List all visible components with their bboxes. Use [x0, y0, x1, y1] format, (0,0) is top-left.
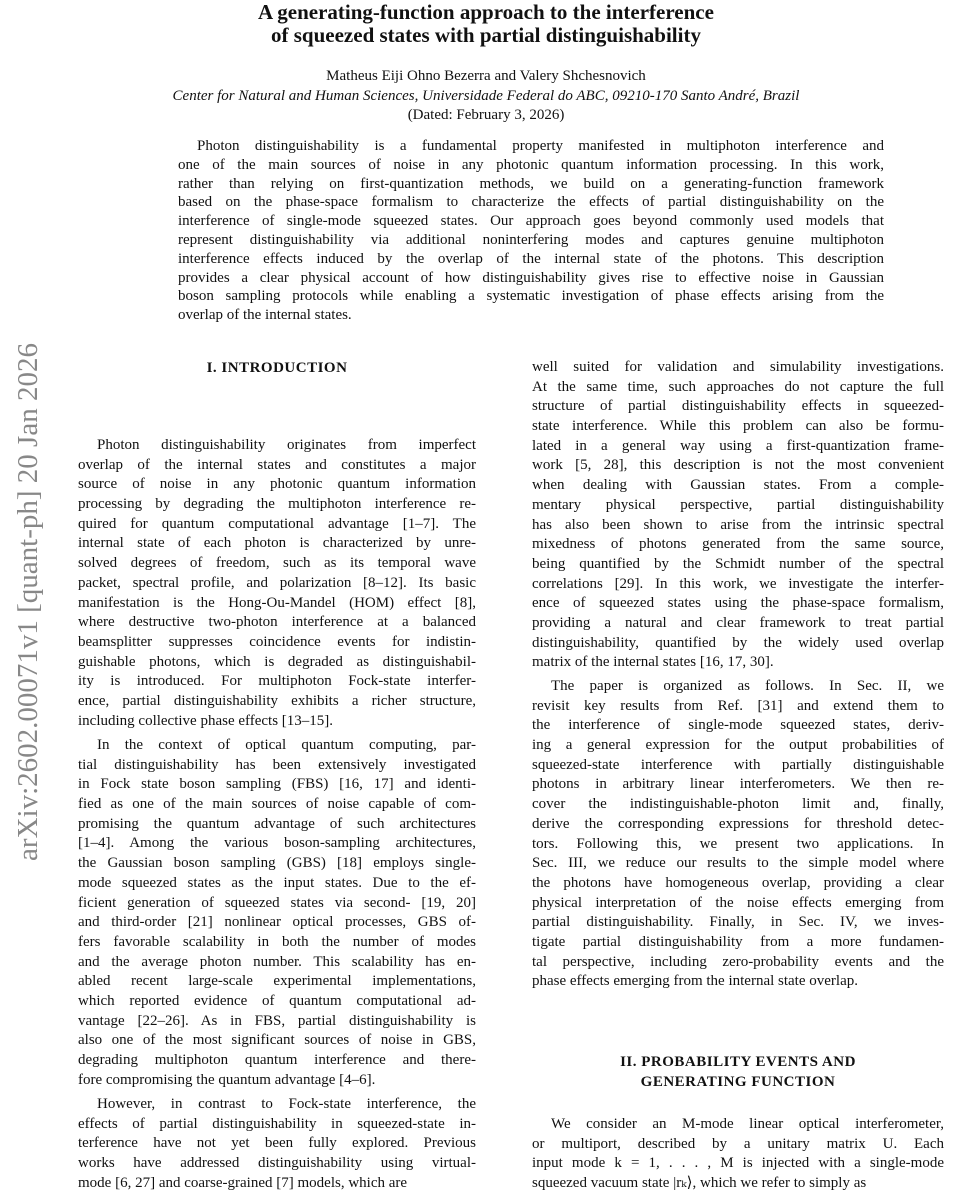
text-line: mode squeezed states as the input states. Due to the ef- [78, 874, 476, 891]
text-line: works have addressed distinguishability using virtual- [78, 1155, 476, 1172]
text-line: degrading multiphoton quantum interference and there- [78, 1052, 476, 1068]
text-line: ence of squeezed states using the phase-space formalism, [532, 595, 944, 612]
text-line: fore compromising the quantum advantage [4–6]. [78, 1071, 376, 1088]
text-line: the photons have homogeneous overlap, providing a clear [532, 874, 944, 891]
paragraph [532, 358, 944, 673]
text-line: ing a general expression for the output probabilities of [532, 737, 944, 754]
text-line: in Fock state boson sampling (FBS) [16, 17] and identi- [78, 776, 476, 793]
paragraph [78, 736, 476, 1090]
text-line: source of noise in any photonic quantum information [78, 476, 476, 493]
date: (Dated: February 3, 2026) [407, 107, 565, 123]
text-line: tigate partial distinguishability from a more fundamen- [532, 933, 944, 950]
text-line: photons in arbitrary linear interferometers. We then re- [532, 776, 944, 793]
text-line: At the same time, such approaches do not capture the full [532, 378, 944, 395]
text-line: guishable photons, which is degraded as distinguishabil- [78, 653, 476, 670]
text-line: provides a clear physical account of how distinguishability gives rise to effective noise in Gaussian [178, 269, 884, 286]
text-line: Photon distinguishability originates from imperfect [97, 437, 476, 453]
text-line: In the context of optical quantum computing, par- [97, 737, 476, 753]
paragraph [532, 677, 944, 992]
text-line: fied as one of the main sources of noise capable of com- [78, 796, 476, 813]
heading-line: GENERATING FUNCTION [640, 1073, 836, 1090]
text-line: derive the corresponding expressions for threshold detec- [532, 815, 944, 832]
text-line: interference of single-mode squeezed states. Our approach goes beyond commonly used models that [178, 213, 884, 230]
text-line: one of the main sources of noise in any photonic quantum information processing. In this work, [178, 156, 884, 173]
text-line: input mode k = 1, . . . , M is injected with a single-mode [532, 1155, 944, 1172]
text-line: providing a natural and clear framework to treat partial [532, 614, 944, 631]
text-line: or multiport, described by a unitary matrix U. Each [532, 1135, 944, 1152]
text-line: and the average photon number. This scalability has en- [78, 953, 476, 970]
text-line: represent distinguishability via additional noninterfering modes and captures genuine multiphoton [178, 231, 884, 248]
text-line: The paper is organized as follows. In Sec. II, we [551, 678, 944, 694]
text-line: fers favorable scalability in both the number of modes [78, 933, 476, 950]
text-line: lated in a general way using a first-quantization frame- [532, 437, 944, 454]
text-line: also one of the most significant sources of noise in GBS, [78, 1032, 476, 1049]
text-line: abled recent large-scale experimental implementations, [78, 973, 476, 990]
text-line: packet, spectral profile, and polarization [8–12]. Its basic [78, 574, 476, 591]
arxiv-identifier: arXiv:2602.00071v1 [quant-ph] 20 Jan 2026 [12, 343, 44, 861]
text-line: physical interpretation of the noise effects emerging from [532, 894, 944, 911]
text-line: correlations [29]. In this work, we investigate the interfer- [532, 575, 944, 592]
paragraph [78, 1095, 476, 1193]
paragraph [78, 436, 476, 731]
text-line: matrix of the internal states [16, 17, 30]. [532, 654, 774, 671]
heading-line: II. PROBABILITY EVENTS AND [620, 1054, 856, 1070]
text-line: well suited for validation and simulability investigations. [532, 359, 944, 375]
text-line: work [5, 28], this description is not the most convenient [532, 457, 944, 474]
section-heading-probability-events [532, 1053, 944, 1092]
text-line: beamsplitter suppresses coincidence events for indistin- [78, 633, 476, 650]
text-line: the Gaussian boson sampling (GBS) [18] employs single- [78, 855, 476, 872]
text-line: processing by degrading the multiphoton interference re- [78, 496, 476, 513]
text-line: ficient generation of squeezed states via second- [19, 20] [78, 894, 476, 911]
text-line: mixedness of photons generated from the same source, [532, 536, 944, 553]
abstract [178, 137, 884, 325]
text-line: squeezed-state interference with partially distinguishable [532, 756, 944, 773]
text-line: We consider an M-mode linear optical interferometer, [551, 1116, 944, 1132]
text-line: overlap of the internal states and constitutes a major [78, 456, 476, 473]
paragraph [532, 1115, 944, 1194]
text-line: state interference. While this problem can also be formu- [532, 418, 944, 435]
title-line: A generating-function approach to the interference [258, 0, 714, 24]
text-line: squeezed vacuum state |rₖ⟩, which we refer to simply as [532, 1175, 867, 1192]
text-line: [1–4]. Among the various boson-sampling architectures, [78, 835, 476, 852]
text-line: quired for quantum computational advantage [1–7]. The [78, 515, 476, 532]
text-line: tial distinguishability has been extensively investigated [78, 756, 476, 773]
text-line: being quantified by the Schmidt number of the spectral [532, 555, 944, 572]
text-line: effects of partial distinguishability in squeezed-state in- [78, 1115, 476, 1132]
text-line: and third-order [21] nonlinear optical processes, GBS of- [78, 914, 476, 931]
text-line: ence, partial distinguishability exhibits a richer structure, [78, 692, 476, 709]
text-line: ity is introduced. For multiphoton Fock-state interfer- [78, 673, 476, 690]
text-line: tors. Following this, we present two applications. In [532, 835, 944, 852]
text-line: has also been shown to arise from the intrinsic spectral [532, 516, 944, 533]
affiliation: Center for Natural and Human Sciences, Universidade Federal do ABC, 09210-170 Santo André, Brazil [172, 88, 800, 104]
text-line: solved degrees of freedom, such as its temporal wave [78, 555, 476, 572]
text-line: revisit key results from Ref. [31] and extend them to [532, 697, 944, 714]
text-line: based on the phase-space formalism to characterize the effects of partial distinguishability on the [178, 194, 884, 211]
paper-title [0, 1, 972, 47]
authors: Matheus Eiji Ohno Bezerra and Valery Shchesnovich [326, 68, 646, 84]
text-line: the interference of single-mode squeezed states, deriv- [532, 717, 944, 734]
text-line: vantage [22–26]. As in FBS, partial distinguishability is [78, 1012, 476, 1029]
text-line: mentary physical perspective, partial distinguishability [532, 496, 944, 513]
text-line: distinguishability, quantified by the widely used overlap [532, 634, 944, 651]
text-line: mode [6, 27] and coarse-grained [7] models, which are [78, 1174, 408, 1191]
text-line: internal state of each photon is characterized by unre- [78, 535, 476, 552]
text-line: terference have not yet been fully explored. Previous [78, 1135, 476, 1152]
text-line: structure of partial distinguishability effects in squeezed- [532, 398, 944, 415]
text-line: boson sampling protocols while enabling a systematic investigation of phase effects arising from the [178, 288, 884, 305]
text-line: promising the quantum advantage of such architectures [78, 815, 476, 832]
text-line: rather than relying on first-quantization methods, we build on a generating-function framework [178, 175, 884, 192]
text-line: interference effects induced by the overlap of the internal state of the photons. This description [178, 250, 884, 267]
text-line: manifestation is the Hong-Ou-Mandel (HOM) effect [8], [78, 594, 476, 611]
title-line: of squeezed states with partial distinguishability [271, 23, 701, 47]
text-line: where destructive two-photon interference at a balanced [78, 614, 476, 631]
text-line: Sec. III, we reduce our results to the simple model where [532, 855, 944, 872]
text-line: Photon distinguishability is a fundamental property manifested in multiphoton interference and [197, 138, 884, 154]
text-line: partial distinguishability. Finally, in Sec. IV, we inves- [532, 914, 944, 931]
text-line: cover the indistinguishable-photon limit and, finally, [532, 796, 944, 813]
text-line: phase effects emerging from the internal state overlap. [532, 973, 858, 990]
text-line: overlap of the internal states. [178, 307, 352, 324]
text-line: including collective phase effects [13–15]. [78, 712, 334, 729]
text-line: However, in contrast to Fock-state interference, the [97, 1096, 476, 1112]
section-heading-introduction: I. INTRODUCTION [206, 360, 348, 376]
text-line: tal perspective, including zero-probability events and the [532, 953, 944, 970]
text-line: which reported evidence of quantum computational ad- [78, 992, 476, 1009]
text-line: when dealing with Gaussian states. From a comple- [532, 477, 944, 494]
